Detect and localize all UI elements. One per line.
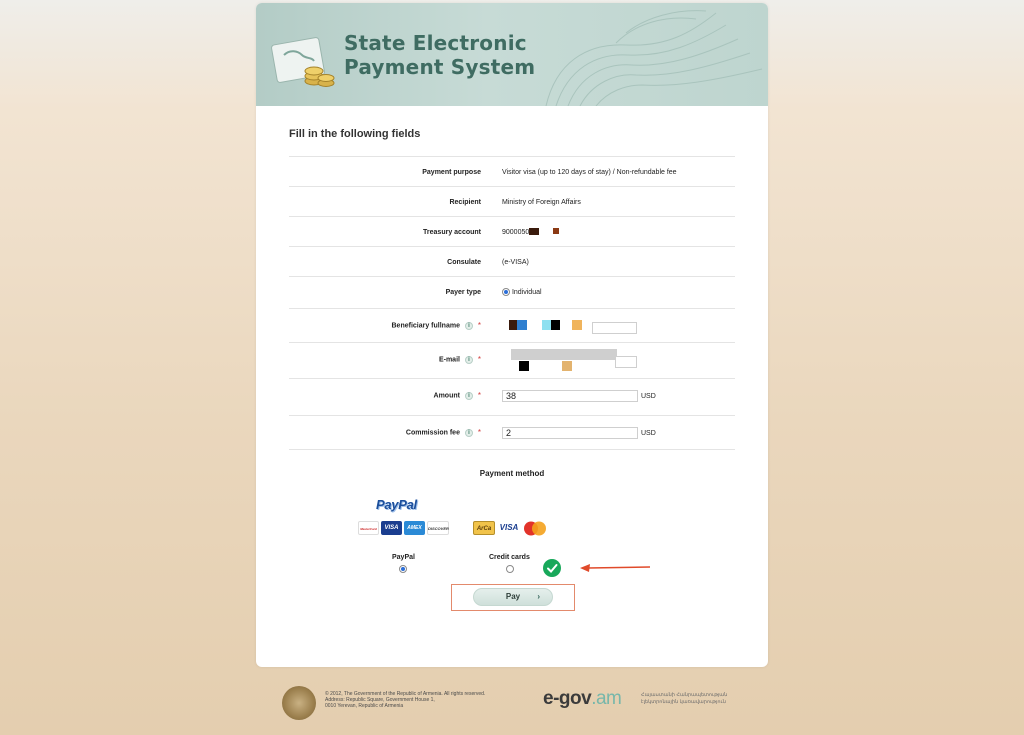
egov-logo-tld: .am: [591, 688, 622, 709]
payer-type-label: Payer type: [445, 289, 481, 296]
banner-title-line2: Payment System: [344, 55, 536, 79]
eagle-watermark-icon: [516, 3, 768, 106]
pay-button[interactable]: [473, 588, 553, 606]
treasury-account-label: Treasury account: [423, 229, 481, 236]
footer-armenian-line1: Հայաստանի Հանրապետության: [641, 692, 728, 698]
footer-armenian-text: [641, 692, 751, 706]
visa-logo-2: VISA: [498, 521, 520, 535]
amount-label: Amount: [433, 392, 460, 400]
checkmark-icon: [543, 559, 561, 577]
payer-type-option[interactable]: [502, 288, 542, 296]
paypal-radio[interactable]: [399, 565, 407, 573]
redacted-email-blur: [511, 349, 617, 360]
commission-input[interactable]: 2: [502, 427, 638, 439]
recipient-label: Recipient: [449, 199, 481, 206]
footer-copyright: [325, 691, 500, 709]
row-consulate: [289, 246, 735, 276]
email-input[interactable]: [615, 356, 637, 368]
amount-input[interactable]: 38: [502, 390, 638, 402]
paypal-option-label: PayPal: [392, 554, 415, 561]
amount-unit: USD: [641, 393, 656, 400]
footer-address-line2: 0010 Yerevan, Republic of Armenia: [325, 703, 404, 709]
row-payment-purpose: [289, 156, 735, 186]
banner-title: [344, 31, 535, 79]
arca-logo: ArCa: [473, 521, 495, 535]
required-star-icon: *: [477, 321, 481, 330]
redacted-block: [529, 228, 539, 235]
row-treasury-account: [289, 216, 735, 246]
email-label-group: [439, 355, 481, 364]
commission-unit: USD: [641, 430, 656, 437]
mastercard-logo: [358, 521, 379, 535]
required-star-icon: *: [477, 428, 481, 437]
commission-label-group: [406, 428, 481, 437]
info-icon[interactable]: i: [465, 356, 473, 364]
discover-logo: DISCOVER: [427, 521, 449, 535]
footer-armenian-line2: էլեկտրոնային կառավարություն: [641, 699, 726, 705]
header-banner: [256, 3, 768, 106]
beneficiary-fullname-input[interactable]: [592, 322, 637, 334]
row-email: [289, 342, 735, 378]
redacted-block: [553, 228, 559, 234]
treasury-account-value: 9000050: [502, 229, 530, 236]
footer-address-line1: Address: Republic Square, Government House 1,: [325, 697, 435, 703]
consulate-label: Consulate: [447, 259, 481, 266]
form-heading: Fill in the following fields: [289, 128, 421, 140]
row-amount: [289, 378, 735, 415]
amount-label-group: [434, 391, 481, 400]
payer-type-individual-label: Individual: [511, 288, 542, 296]
redacted-block: [519, 361, 529, 371]
row-beneficiary: [289, 308, 735, 342]
consulate-value: (e-VISA): [502, 259, 529, 266]
recipient-value: Ministry of Foreign Affairs: [502, 199, 581, 206]
payment-card: [256, 3, 768, 667]
row-recipient: [289, 186, 735, 216]
email-label: E-mail: [438, 356, 460, 364]
required-star-icon: *: [477, 355, 481, 364]
row-commission: [289, 415, 735, 450]
paypal-logo: PayPal: [376, 497, 417, 512]
mastercard-logo-icon: [522, 521, 548, 536]
footer-copyright-line: © 2012, The Government of the Republic of Armenia. All rights reserved.: [325, 691, 486, 697]
armenia-coat-of-arms-icon: [282, 686, 316, 720]
commission-label: Commission fee: [405, 429, 460, 437]
egov-logo-main: e-gov: [543, 688, 592, 709]
redacted-block: [572, 320, 582, 330]
mastercard-logo-text: MasterCard: [360, 527, 377, 531]
payer-type-individual-radio[interactable]: [502, 288, 510, 296]
required-star-icon: *: [477, 391, 481, 400]
payment-purpose-value: Visitor visa (up to 120 days of stay) / Non-refundable fee: [502, 169, 677, 176]
visa-logo: VISA: [381, 521, 402, 535]
credit-cards-radio[interactable]: [506, 565, 514, 573]
payment-system-logo-icon: [270, 31, 340, 93]
banner-title-line1: State Electronic: [344, 31, 527, 55]
info-icon[interactable]: i: [465, 392, 473, 400]
pay-button-label: Pay: [505, 592, 521, 601]
info-icon[interactable]: i: [465, 322, 473, 330]
row-payer-type: [289, 276, 735, 308]
egov-logo[interactable]: [543, 688, 621, 710]
credit-cards-option-label: Credit cards: [489, 554, 530, 561]
beneficiary-label: Beneficiary fullname: [391, 322, 460, 330]
payment-method-heading: Payment method: [479, 469, 545, 478]
redacted-block: [551, 320, 560, 330]
beneficiary-label-group: [392, 321, 482, 330]
chevron-right-icon: ›: [537, 592, 540, 601]
info-icon[interactable]: i: [465, 429, 473, 437]
amex-logo: AMEX: [404, 521, 425, 535]
payment-purpose-label: Payment purpose: [422, 169, 481, 176]
redacted-block: [562, 361, 572, 371]
redacted-block: [517, 320, 527, 330]
arrow-left-icon: [578, 562, 652, 574]
